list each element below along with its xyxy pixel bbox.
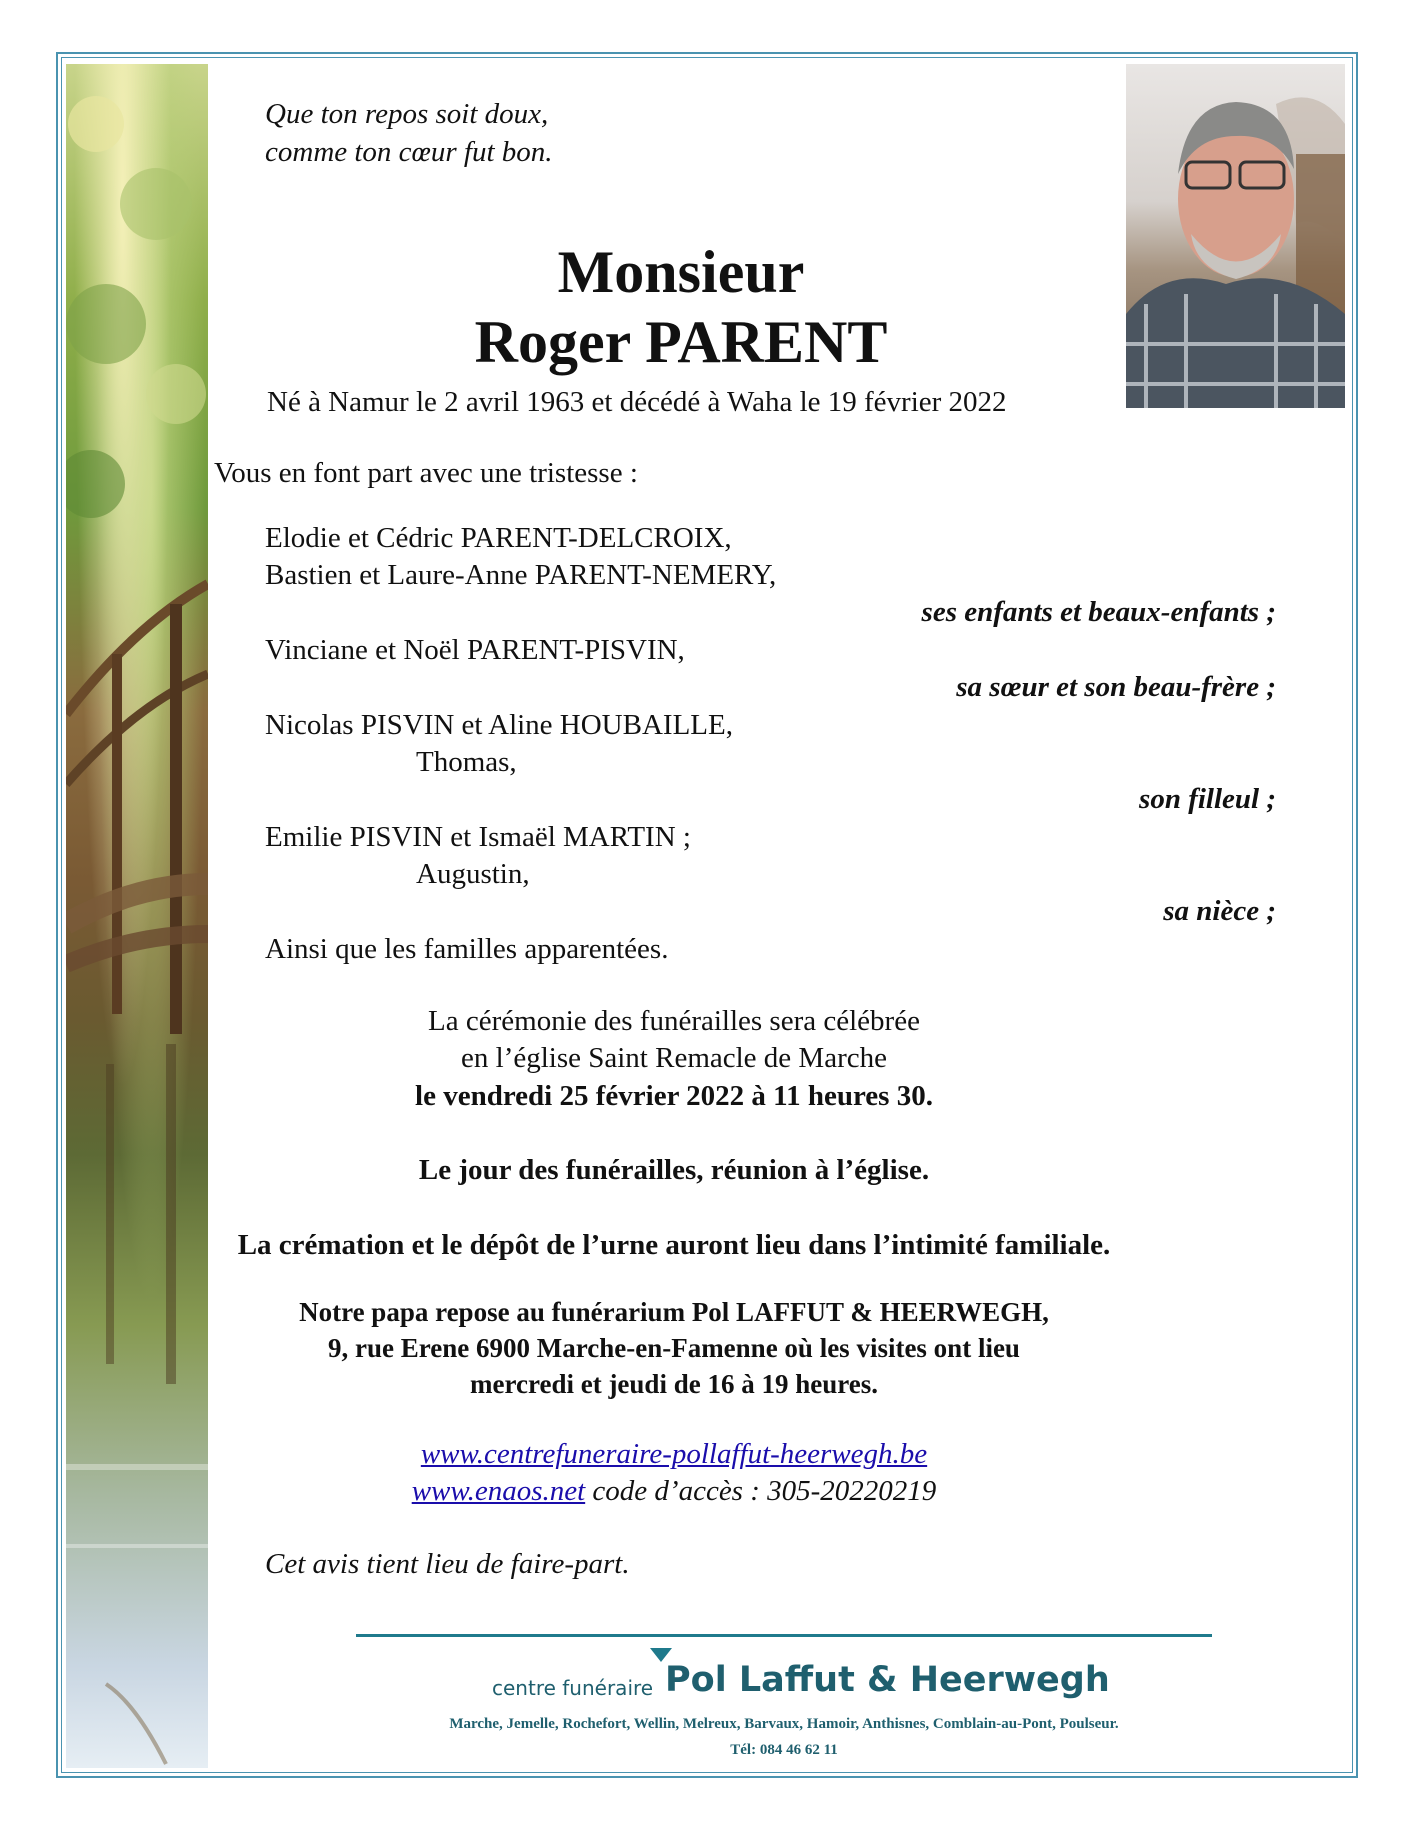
gathering-line: Le jour des funérailles, réunion à l’église. [418,1154,930,1186]
footer-brand-name: Pol Laffut & Heerwegh [665,1660,1110,1700]
epigraph-line-1: Que ton repos soit doux, [265,98,549,130]
relationship-label: sa nièce ; [1163,895,1276,927]
family-line: Elodie et Cédric PARENT-DELCROIX, [265,522,732,554]
closing-line: Cet avis tient lieu de faire-part. [265,1548,630,1580]
title-name: Roger PARENT [474,309,888,375]
website-link[interactable]: www.centrefuneraire-pollaffut-heerwegh.be [420,1438,928,1470]
cremation-line: La crémation et le dépôt de l’urne auront lieu dans l’intimité familiale. [237,1229,1111,1261]
footer-phone: Tél: 084 46 62 11 [730,1742,838,1758]
ceremony-line: en l’église Saint Remacle de Marche [461,1042,887,1074]
epigraph-line-2: comme ton cœur fut bon. [265,136,553,168]
relationship-label: ses enfants et beaux-enfants ; [921,596,1276,628]
enaos-row [214,1475,1134,1508]
relationship-label: sa sœur et son beau-frère ; [956,671,1276,703]
rest-line: Notre papa repose au funérarium Pol LAFFUT & HEERWEGH, [299,1297,1049,1327]
family-line: Vinciane et Noël PARENT-PISVIN, [265,634,685,666]
website-row [214,1438,1134,1471]
access-code: code d’accès : 305-20220219 [585,1475,937,1507]
rest-line: mercredi et jeudi de 16 à 19 heures. [470,1369,878,1399]
title-honorific: Monsieur [557,239,805,305]
ceremony-line: La cérémonie des funérailles sera célébrée [428,1005,920,1037]
enaos-link[interactable]: www.enaos.net [411,1475,586,1507]
footer-divider [356,1634,1212,1637]
relationship-label: son filleul ; [1139,783,1276,815]
family-line: Bastien et Laure-Anne PARENT-NEMERY, [265,559,777,591]
family-line: Augustin, [416,858,530,890]
family-line: Emilie PISVIN et Ismaël MARTIN ; [265,821,691,853]
family-line: Nicolas PISVIN et Aline HOUBAILLE, [265,709,733,741]
footer-brand-prefix: centre funéraire [492,1676,654,1700]
intro-line: Vous en font part avec une tristesse : [214,457,638,489]
ceremony-date: le vendredi 25 février 2022 à 11 heures 30. [415,1080,933,1112]
rest-line: 9, rue Erene 6900 Marche-en-Famenne où les visites ont lieu [328,1333,1020,1363]
birth-death-line: Né à Namur le 2 avril 1963 et décédé à Waha le 19 février 2022 [267,386,1007,418]
family-line: Ainsi que les familles apparentées. [265,933,669,965]
footer-locations: Marche, Jemelle, Rochefort, Wellin, Melreux, Barvaux, Hamoir, Anthisnes, Comblain-au-Pont, Poulseur. [449,1716,1119,1732]
family-line: Thomas, [416,746,517,778]
